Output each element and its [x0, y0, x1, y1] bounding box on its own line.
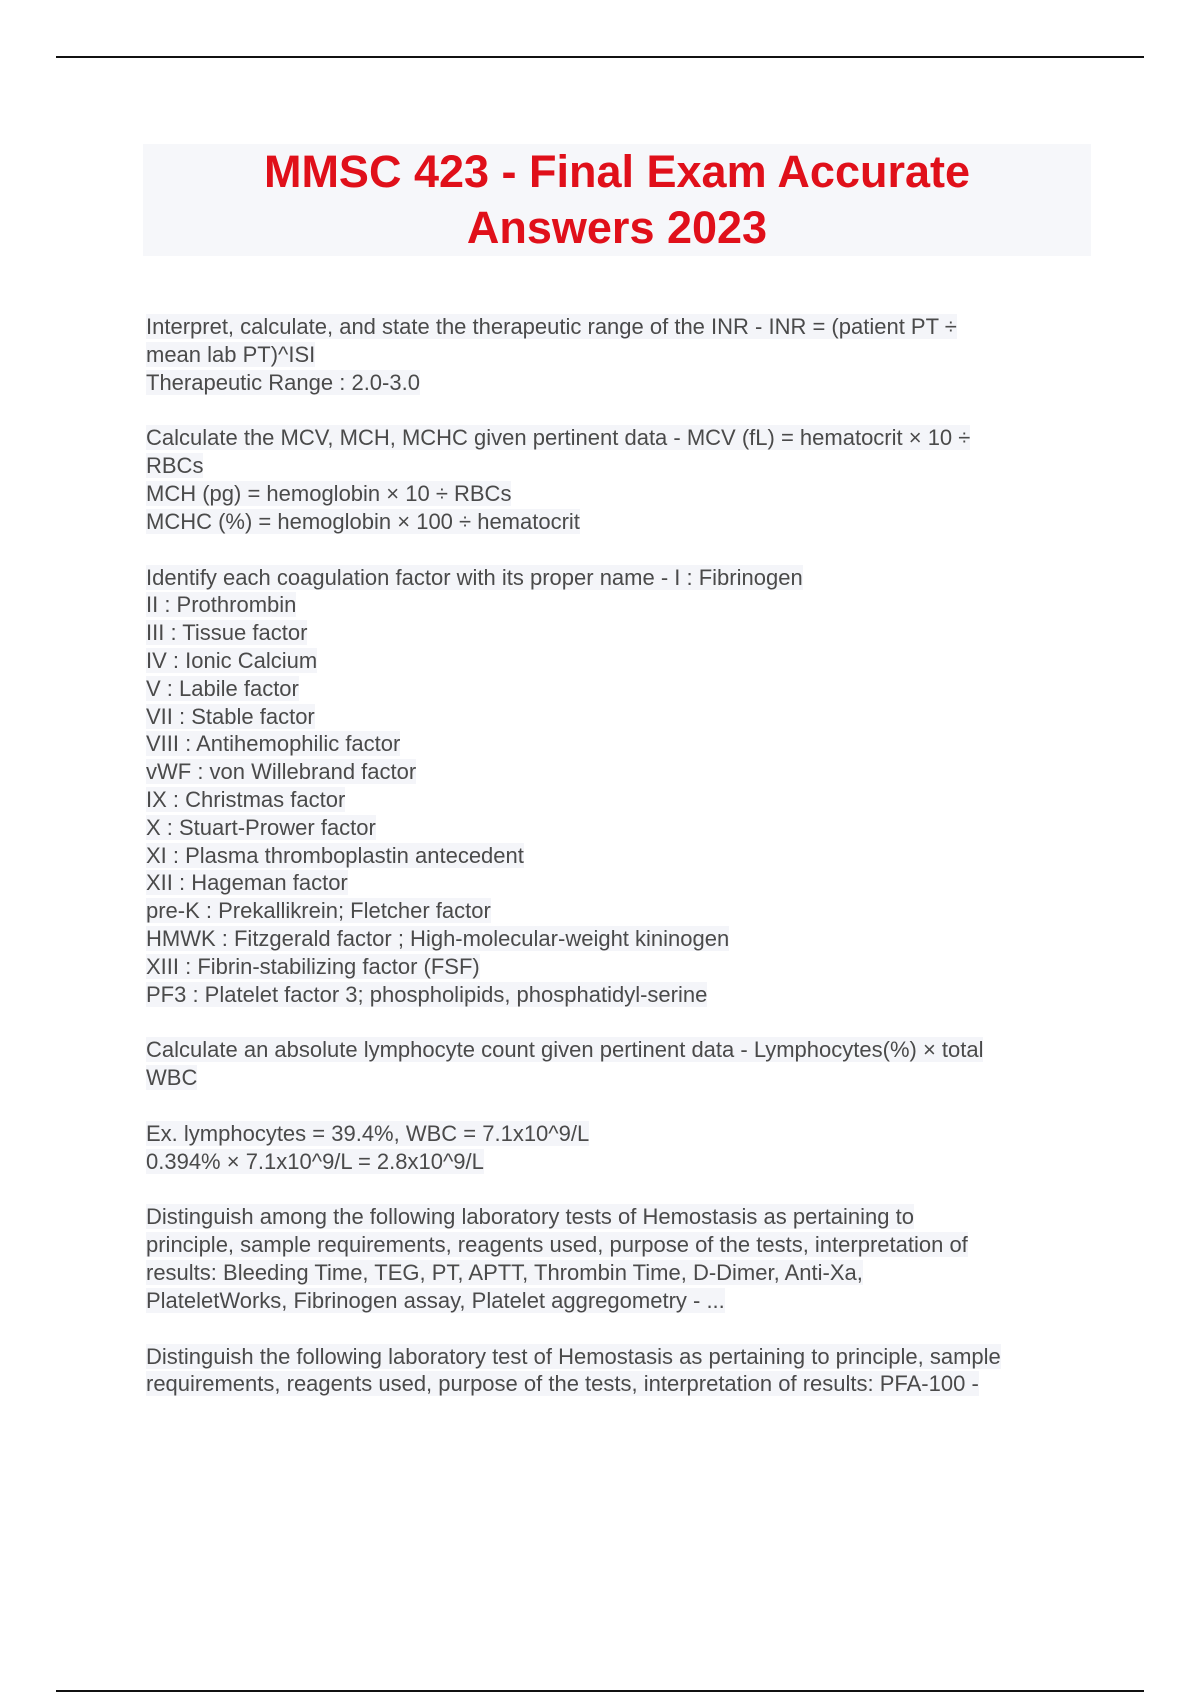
text-line-content: results: Bleeding Time, TEG, PT, APTT, Thrombin Time, D-Dimer, Anti-Xa,: [146, 1259, 863, 1285]
text-line-content: PF3 : Platelet factor 3; phospholipids, phosphatidyl-serine: [146, 981, 708, 1007]
text-line: [146, 647, 1096, 675]
text-line-content: pre-K : Prekallikrein; Fletcher factor: [146, 898, 491, 924]
text-line: [146, 675, 1096, 703]
text-line-content: XIII : Fibrin-stabilizing factor (FSF): [146, 953, 480, 979]
text-line-content: requirements, reagents used, purpose of the tests, interpretation of results: PFA-100 -: [146, 1371, 979, 1397]
text-line: [146, 1287, 1096, 1315]
text-line-content: Therapeutic Range : 2.0-3.0: [146, 369, 420, 395]
text-line: [146, 897, 1096, 925]
document-body: [146, 313, 1096, 1426]
text-line: [146, 313, 1096, 341]
bottom-rule: [56, 1690, 1144, 1692]
text-line: [146, 1370, 1096, 1398]
qa-block: [146, 564, 1096, 1009]
qa-block: [146, 313, 1096, 396]
text-line-content: V : Labile factor: [146, 675, 299, 701]
text-line-content: RBCs: [146, 453, 204, 479]
text-line-content: Distinguish the following laboratory test of Hemostasis as pertaining to principle, sample: [146, 1343, 1001, 1369]
text-line-content: principle, sample requirements, reagents used, purpose of the tests, interpretation of: [146, 1232, 968, 1258]
text-line: [146, 619, 1096, 647]
text-line: [146, 1259, 1096, 1287]
text-line: [146, 981, 1096, 1009]
text-line: [146, 1231, 1096, 1259]
text-line: [146, 1120, 1096, 1148]
qa-block: [146, 1203, 1096, 1314]
text-line-content: VIII : Antihemophilic factor: [146, 731, 401, 757]
top-rule: [56, 56, 1144, 58]
text-line: [146, 591, 1096, 619]
document-title-line-2: Answers 2023: [466, 202, 768, 253]
text-line-content: HMWK : Fitzgerald factor ; High-molecular-weight kininogen: [146, 925, 730, 951]
title-banner: [143, 144, 1091, 256]
text-line: [146, 564, 1096, 592]
text-line-content: 0.394% × 7.1x10^9/L = 2.8x10^9/L: [146, 1148, 484, 1174]
text-line-content: WBC: [146, 1065, 198, 1091]
text-line: [146, 1036, 1096, 1064]
text-line-content: Calculate the MCV, MCH, MCHC given pertinent data - MCV (fL) = hematocrit × 10 ÷: [146, 425, 971, 451]
text-line-content: II : Prothrombin: [146, 592, 297, 618]
text-line: [146, 953, 1096, 981]
text-line: [146, 508, 1096, 536]
text-line: [146, 703, 1096, 731]
text-line: [146, 424, 1096, 452]
text-line: [146, 1203, 1096, 1231]
text-line: [146, 925, 1096, 953]
text-line: [146, 1343, 1096, 1371]
text-line: [146, 869, 1096, 897]
text-line-content: IX : Christmas factor: [146, 786, 346, 812]
text-line-content: Identify each coagulation factor with its proper name - I : Fibrinogen: [146, 564, 803, 590]
text-line-content: XI : Plasma thromboplastin antecedent: [146, 842, 524, 868]
qa-block: [146, 424, 1096, 535]
text-line-content: Interpret, calculate, and state the therapeutic range of the INR - INR = (patient PT ÷: [146, 314, 957, 339]
text-line: [146, 814, 1096, 842]
text-line-content: vWF : von Willebrand factor: [146, 759, 417, 785]
text-line: [146, 786, 1096, 814]
text-line-content: MCH (pg) = hemoglobin × 10 ÷ RBCs: [146, 480, 512, 506]
text-line-content: Calculate an absolute lymphocyte count given pertinent data - Lymphocytes(%) × total: [146, 1037, 984, 1063]
text-line-content: Ex. lymphocytes = 39.4%, WBC = 7.1x10^9/L: [146, 1120, 590, 1146]
qa-block: [146, 1036, 1096, 1175]
document-title-line-1: MMSC 423 - Final Exam Accurate: [263, 146, 971, 197]
text-line: [146, 842, 1096, 870]
text-line-content: X : Stuart-Prower factor: [146, 814, 376, 840]
text-line-content: MCHC (%) = hemoglobin × 100 ÷ hematocrit: [146, 508, 580, 534]
text-line: [146, 480, 1096, 508]
text-line: [146, 730, 1096, 758]
blank-line: [146, 1092, 1096, 1120]
text-line-content: IV : Ionic Calcium: [146, 647, 318, 673]
text-line-content: Distinguish among the following laboratory tests of Hemostasis as pertaining to: [146, 1204, 914, 1230]
qa-block: [146, 1343, 1096, 1399]
text-line: [146, 369, 1096, 397]
text-line: [146, 758, 1096, 786]
text-line: [146, 452, 1096, 480]
text-line: [146, 341, 1096, 369]
text-line-content: mean lab PT)^ISI: [146, 341, 316, 367]
text-line-content: XII : Hageman factor: [146, 870, 348, 896]
text-line-content: VII : Stable factor: [146, 703, 315, 729]
text-line: [146, 1148, 1096, 1176]
text-line-content: III : Tissue factor: [146, 620, 308, 646]
text-line: [146, 1064, 1096, 1092]
text-line-content: PlateletWorks, Fibrinogen assay, Platelet aggregometry - ...: [146, 1287, 725, 1313]
